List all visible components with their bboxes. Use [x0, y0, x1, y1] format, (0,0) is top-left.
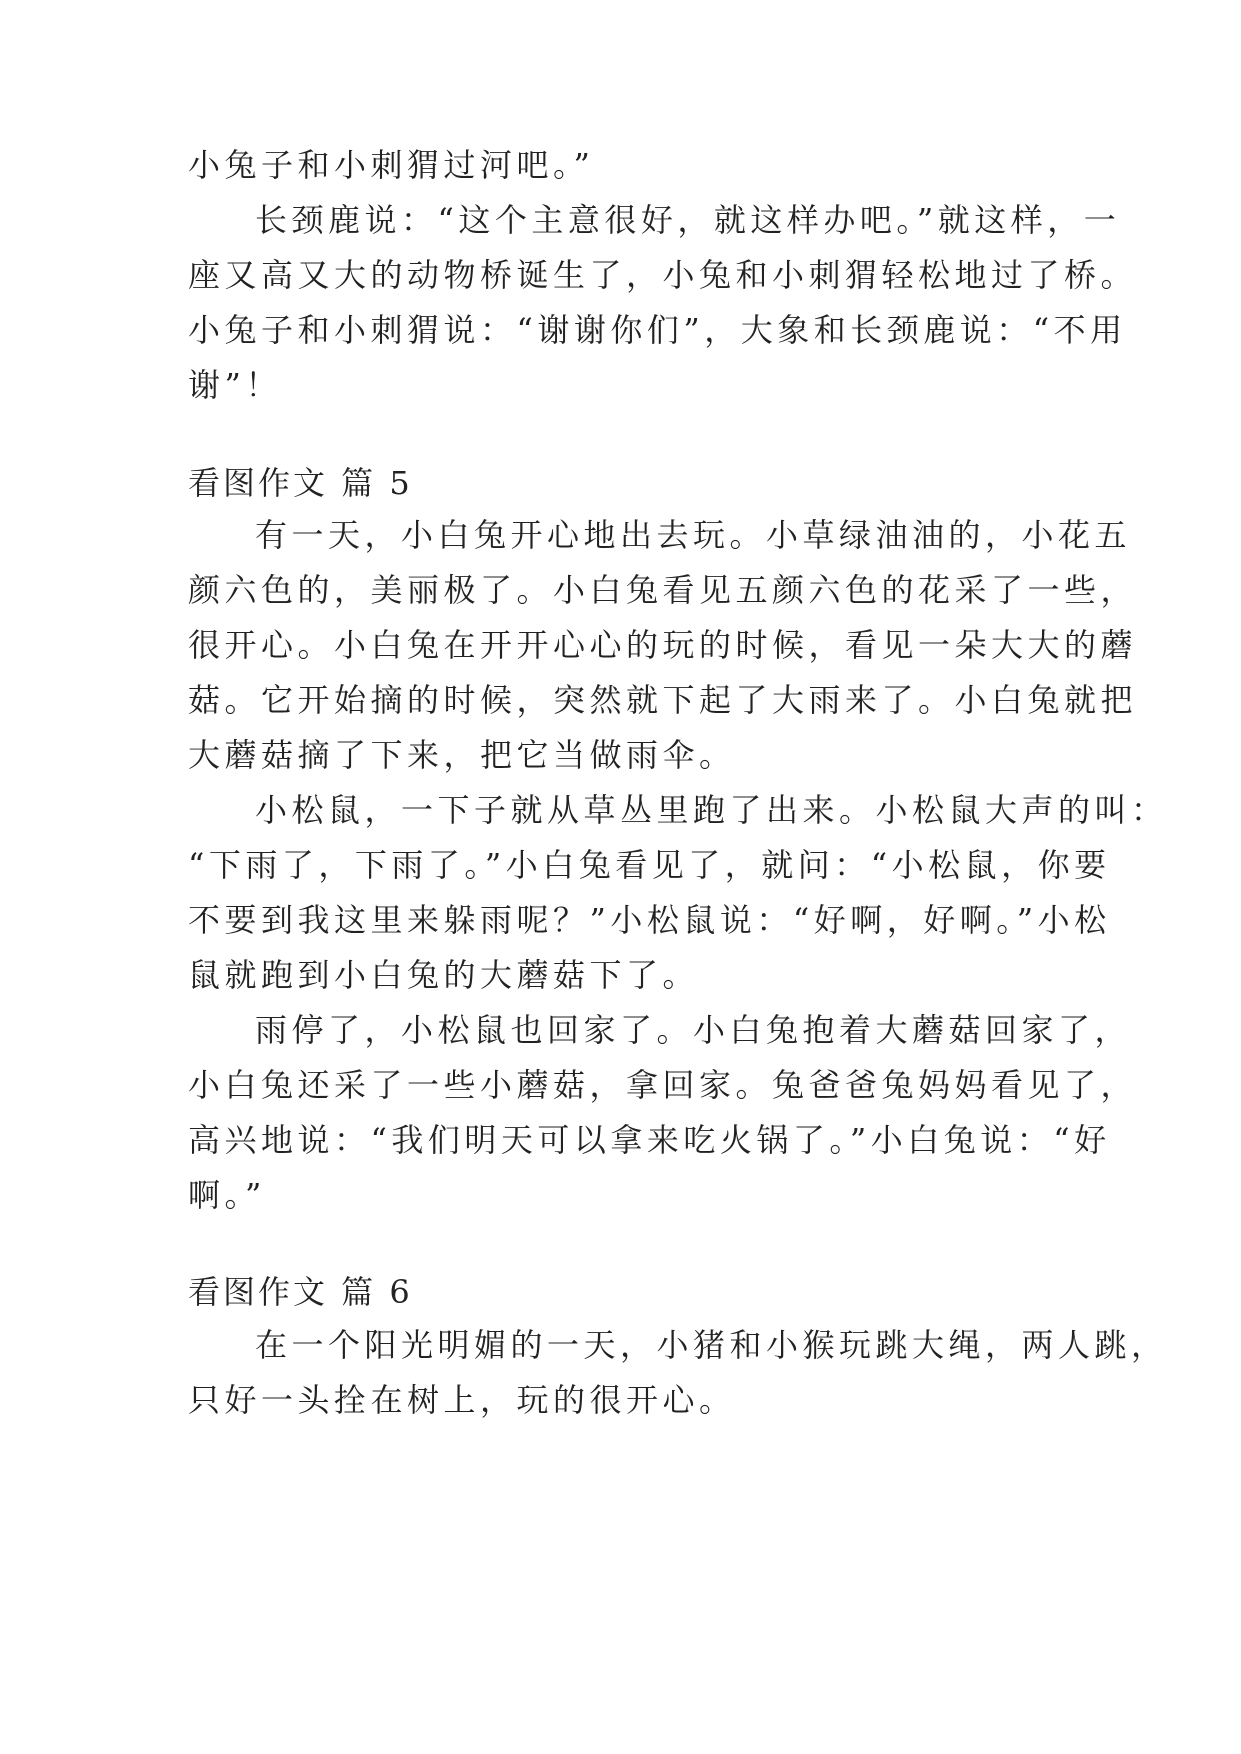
- paragraph-line: 不要到我这里来躲雨呢？”小松鼠说：“好啊，好啊。”小松: [188, 901, 1111, 939]
- paragraph-line: 小兔子和小刺猬说：“谢谢你们”，大象和长颈鹿说：“不用: [188, 311, 1127, 349]
- paragraph-line: 鼠就跑到小白兔的大蘑菇下了。: [188, 956, 700, 994]
- paragraph-line: 啊。”: [188, 1176, 266, 1214]
- paragraph-line: 雨停了，小松鼠也回家了。小白兔抱着大蘑菇回家了，: [255, 1011, 1132, 1049]
- paragraph-line: 座又高又大的动物桥诞生了，小兔和小刺猬轻松地过了桥。: [188, 256, 1138, 294]
- paragraph-line: 小兔子和小刺猬过河吧。”: [188, 146, 595, 184]
- paragraph-line: “下雨了，下雨了。”小白兔看见了，就问：“小松鼠，你要: [188, 846, 1111, 884]
- paragraph-line: 菇。它开始摘的时候，突然就下起了大雨来了。小白兔就把: [188, 681, 1138, 719]
- paragraph-line: 长颈鹿说：“这个主意很好，就这样办吧。”就这样，一: [255, 201, 1121, 239]
- paragraph-line: 只好一头拴在树上，玩的很开心。: [188, 1381, 736, 1419]
- paragraph-line: 有一天，小白兔开心地出去玩。小草绿油油的，小花五: [255, 516, 1132, 554]
- paragraph-line: 很开心。小白兔在开开心心的玩的时候，看见一朵大大的蘑: [188, 626, 1138, 664]
- paragraph-line: 在一个阳光明媚的一天，小猪和小猴玩跳大绳，两人跳，: [255, 1326, 1168, 1364]
- paragraph-line: 小白兔还采了一些小蘑菇，拿回家。兔爸爸兔妈妈看见了，: [188, 1066, 1138, 1104]
- paragraph-line: 颜六色的，美丽极了。小白兔看见五颜六色的花采了一些，: [188, 571, 1138, 609]
- section-heading: 看图作文 篇 5: [188, 464, 413, 502]
- paragraph-line: 大蘑菇摘了下来，把它当做雨伞。: [188, 736, 736, 774]
- paragraph-line: 谢”！: [188, 366, 282, 404]
- paragraph-line: 高兴地说：“我们明天可以拿来吃火锅了。”小白兔说：“好: [188, 1121, 1111, 1159]
- section-heading: 看图作文 篇 6: [188, 1273, 413, 1311]
- paragraph-line: 小松鼠，一下子就从草丛里跑了出来。小松鼠大声的叫：: [255, 791, 1168, 829]
